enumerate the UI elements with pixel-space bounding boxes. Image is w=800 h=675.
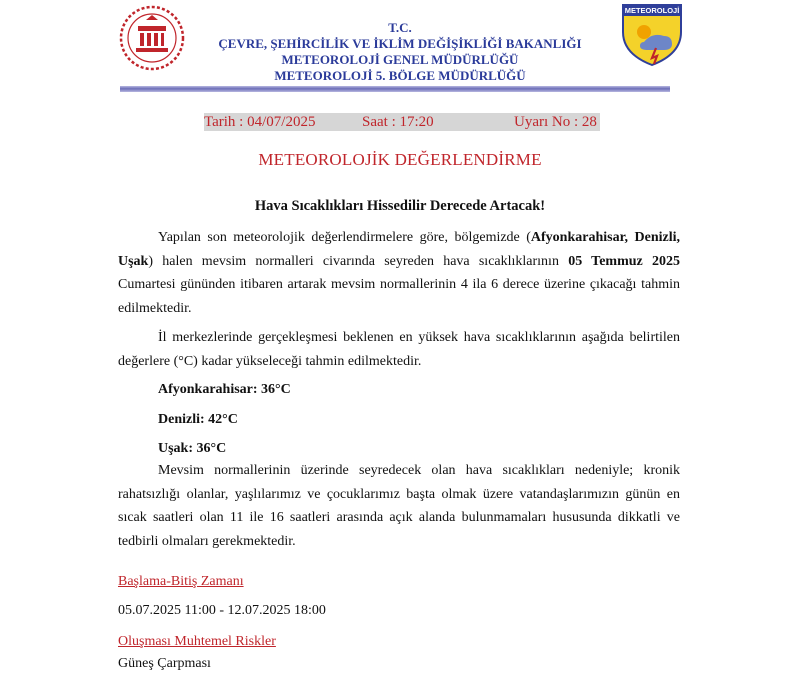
city-temperature-afyonkarahisar: Afyonkarahisar: 36°C — [158, 382, 291, 397]
risks-value: Güneş Çarpması — [118, 656, 211, 671]
info-bar — [204, 113, 600, 131]
report-date: Tarih : 04/07/2025 — [204, 114, 316, 130]
paragraph-forecast-part1: Yapılan son meteorolojik değerlendirmelere göre, bölgemizde ( — [158, 230, 531, 245]
validity-label: Başlama-Bitiş Zamanı — [118, 574, 244, 589]
paragraph-city-intro: İl merkezlerinde gerçekleşmesi beklenen en yüksek hava sıcaklıklarının aşağıda belirtilen değerlere (°C) kadar yükseleceği tahmin edilmektedir. — [118, 330, 680, 369]
header-organization — [200, 20, 600, 84]
paragraph-forecast — [118, 226, 680, 320]
warning-headline: Hava Sıcaklıkları Hissedilir Derecede Artacak! — [254, 198, 546, 214]
city-temperature-denizli: Denizli: 42°C — [158, 412, 238, 427]
paragraph-forecast-provinces: Afyonkarahisar, Denizli, Uşak — [118, 230, 680, 269]
report-time: Saat : 17:20 — [362, 114, 434, 130]
meteorology-logo-text: METEOROLOJİ — [624, 6, 680, 15]
paragraph-forecast-part3: Cumartesi gününden itibaren artarak mevsim normallerinin 4 ila 6 derece üzerine çıkacağı tahmin edilmektedir. — [118, 277, 680, 316]
paragraph-forecast-part2: ) halen mevsim normalleri civarında seyreden hava sıcaklıklarının — [148, 253, 569, 269]
page-title: METEOROLOJİK DEĞERLENDİRME — [258, 150, 542, 169]
ministry-emblem — [118, 4, 186, 72]
validity-value: 05.07.2025 11:00 - 12.07.2025 18:00 — [118, 603, 326, 618]
header-divider — [120, 86, 670, 92]
header-line-tc: T.C. — [388, 20, 412, 35]
risks-label: Oluşması Muhtemel Riskler — [118, 634, 276, 649]
meteorology-logo — [620, 2, 684, 68]
header-line-region: METEOROLOJİ 5. BÖLGE MÜDÜRLÜĞÜ — [274, 68, 526, 83]
paragraph-forecast-date: 05 Temmuz 2025 — [568, 253, 680, 269]
paragraph-advice: Mevsim normallerinin üzerinde seyredecek olan hava sıcaklıkları nedeniyle; kronik rahatsızlığı olanlar, yaşlılarımız ve çocuklarımız başta olmak üzere vatandaşlarımızın günün en sıcak saatleri olan 11 ile 16 saatleri arasında açık alanda bulunmamaları hususunda dikkatli ve tedbirli olmaları gerekmektedir. — [118, 463, 680, 549]
header-line-directorate: METEOROLOJİ GENEL MÜDÜRLÜĞÜ — [281, 52, 519, 67]
warning-number: Uyarı No : 28 — [514, 114, 597, 130]
header-line-ministry: ÇEVRE, ŞEHİRCİLİK VE İKLİM DEĞİŞİKLİĞİ BAKANLIĞI — [218, 36, 582, 51]
city-temperature-usak: Uşak: 36°C — [158, 441, 227, 456]
